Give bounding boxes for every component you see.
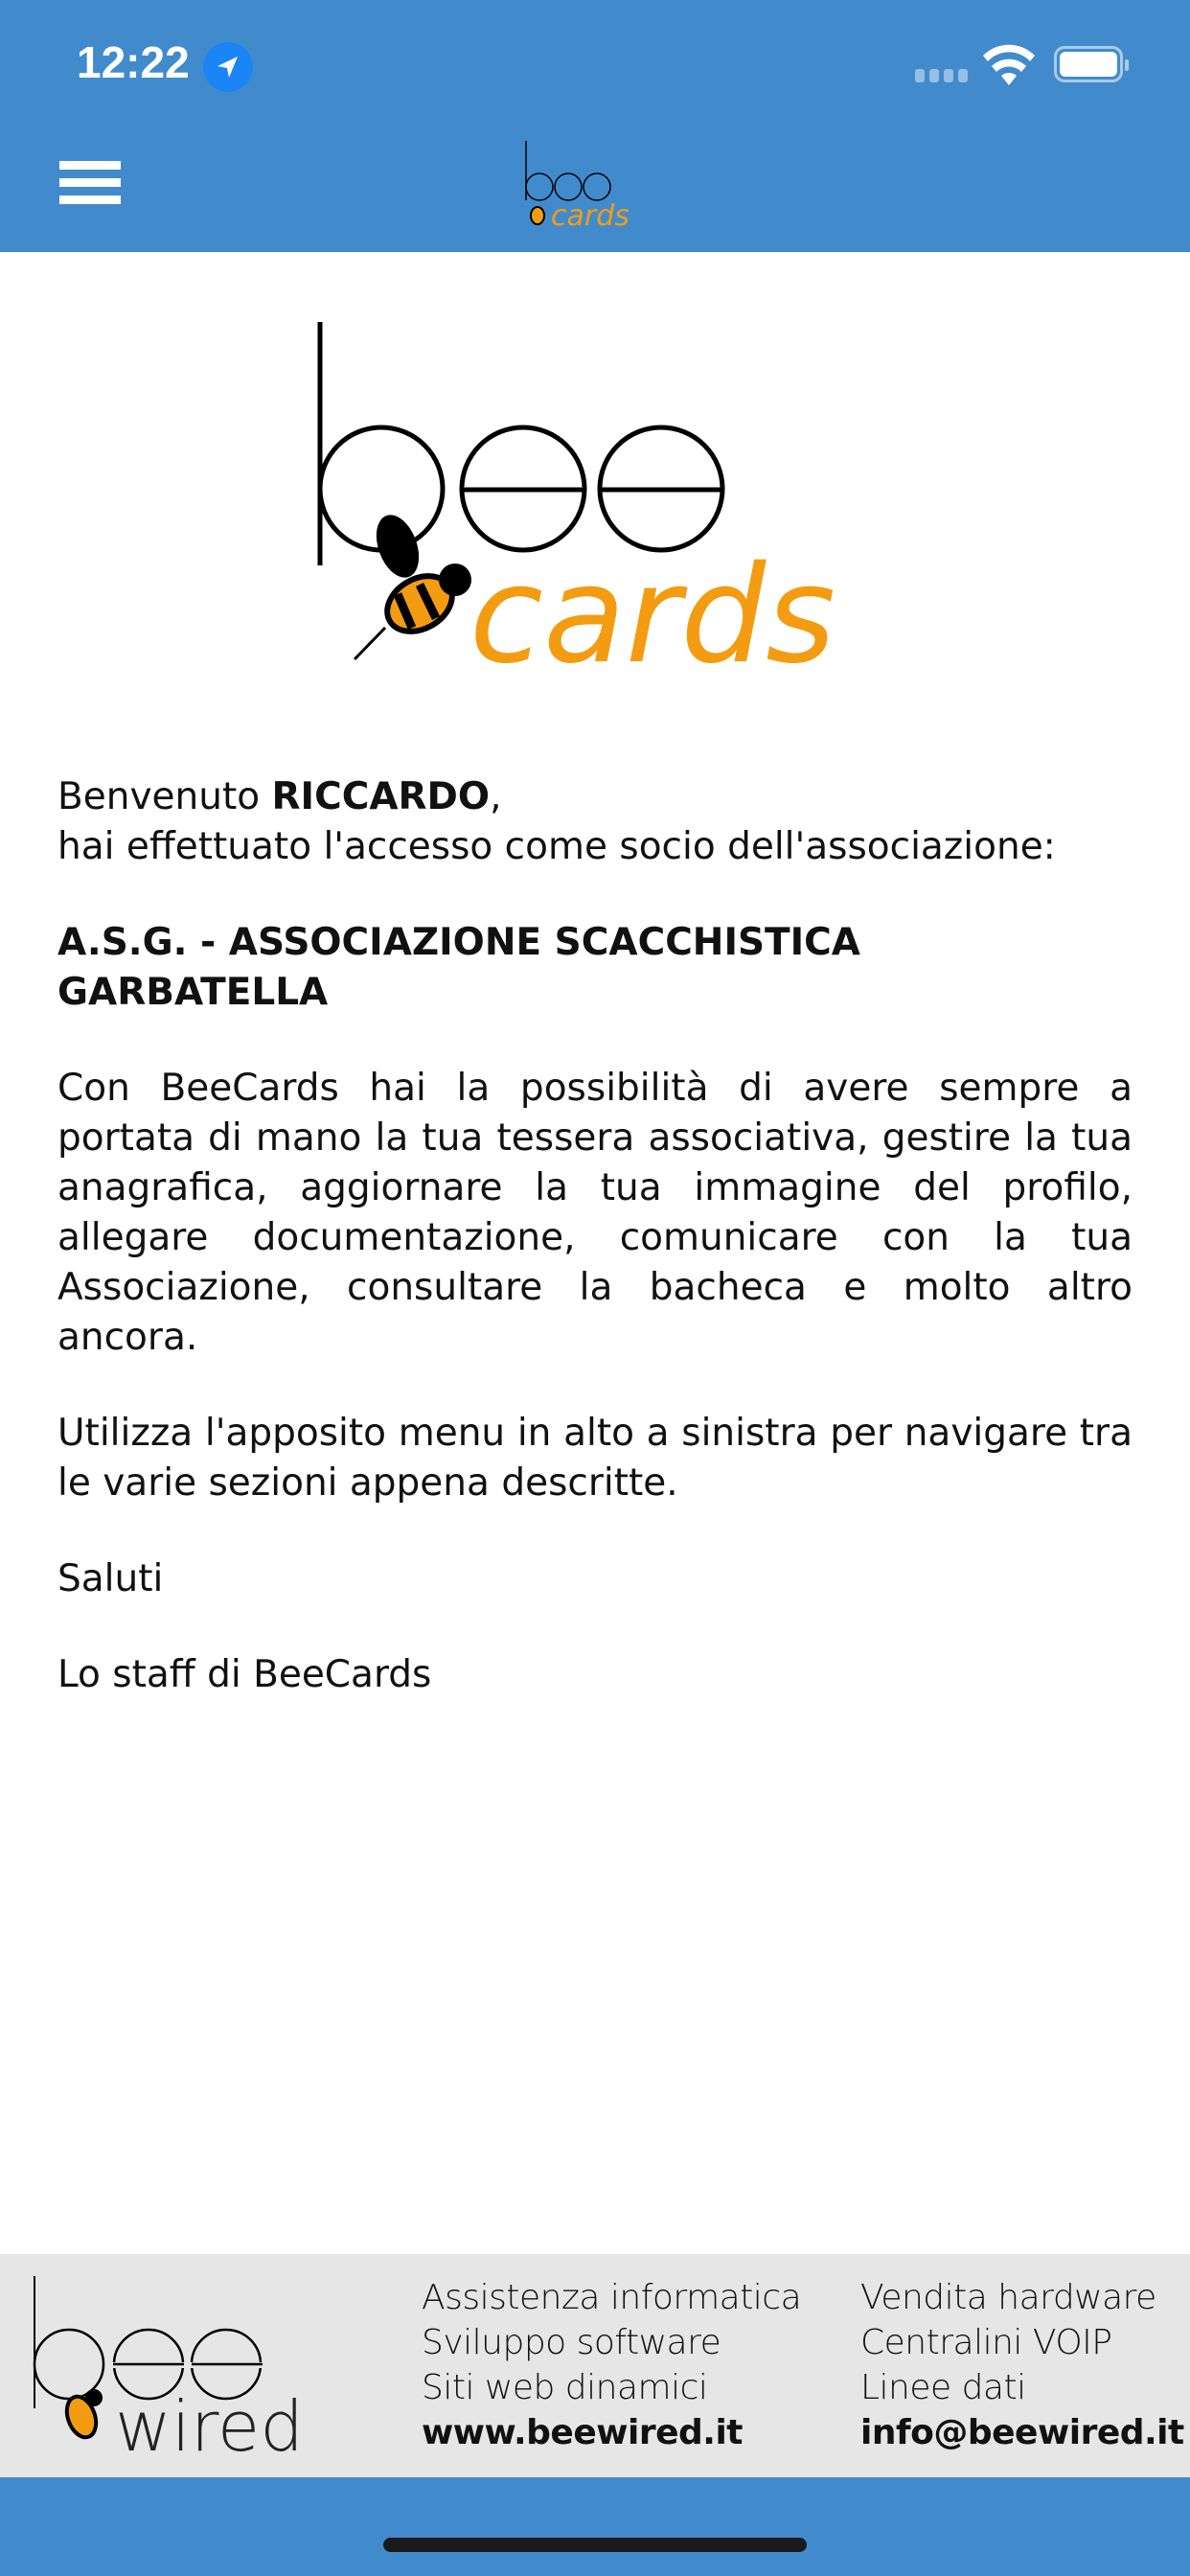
top-bar [0,0,1190,252]
salutation: Saluti [57,1557,164,1600]
hamburger-menu-button[interactable] [59,161,121,209]
location-icon [203,42,253,92]
battery-icon [1054,46,1123,82]
service-item: Centralini VOIP [860,2323,1112,2362]
website-link[interactable]: www.beewired.it [422,2413,744,2452]
access-line: hai effettuato l'accesso come socio dell'associazione: [57,825,1056,868]
wifi-icon [982,43,1036,87]
user-name: RICCARDO [271,775,491,818]
beecards-logo [307,316,881,671]
bottom-bar [0,2477,1190,2576]
service-item: Siti web dinamici [422,2368,708,2407]
cellular-signal-icon [915,69,968,82]
svg-text:cards: cards [469,538,836,671]
description: Con BeeCards hai la possibilità di avere sempre a portata di mano la tua tessera associativa, gestire la tua anagrafica, aggiornare la tua immagine del profilo, allegare documentazione, comunicare con la tua Associazione, consultare la bacheca e molto altro ancora. [57,1067,1133,1359]
service-item: Sviluppo software [422,2323,721,2362]
status-time: 12:22 [77,37,190,87]
home-indicator[interactable] [383,2538,807,2552]
association-name: A.S.G. - ASSOCIAZIONE SCACCHISTICA GARBATELLA [57,921,860,1014]
footer-products-column [860,2275,1184,2455]
instructions: Utilizza l'apposito menu in alto a sinistra per navigare tra le varie sezioni appena descritte. [57,1412,1133,1505]
service-item: Assistenza informatica [422,2278,802,2317]
beewired-logo [29,2268,335,2460]
greeting: Benvenuto [57,775,272,818]
svg-text:wired: wired [115,2386,304,2460]
greeting-suffix: , [490,775,502,818]
email-link[interactable]: info@beewired.it [860,2413,1184,2452]
signature: Lo staff di BeeCards [57,1653,432,1696]
footer-banner [0,2254,1190,2477]
svg-text:cards: cards [551,199,629,230]
footer-services-column [422,2275,801,2455]
service-item: Vendita hardware [860,2278,1156,2317]
welcome-message [57,772,1133,1746]
beecards-header-logo [522,139,666,230]
service-item: Linee dati [860,2368,1026,2407]
